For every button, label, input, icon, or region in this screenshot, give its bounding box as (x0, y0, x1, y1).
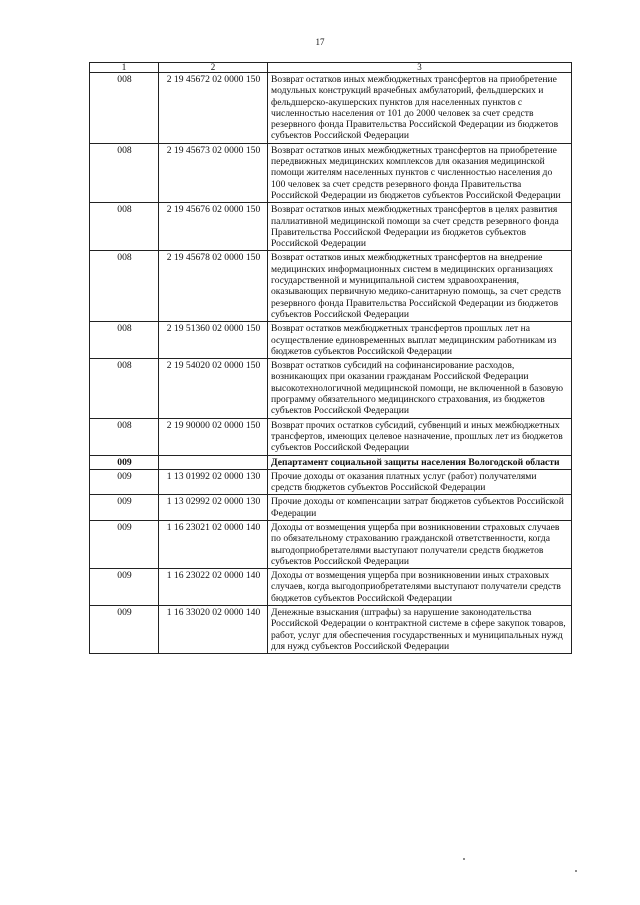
revenue-code-cell: 2 19 45678 02 0000 150 (159, 251, 268, 322)
revenue-code-cell: 2 19 45672 02 0000 150 (159, 73, 268, 144)
description-cell: Денежные взыскания (штрафы) за нарушение законодательства Российской Федерации о контрактной системе в сфере закупок товаров, работ, услуг для обеспечения государственных и муниципальных нужд для нужд субъектов Российской Федерации (268, 606, 572, 654)
table-row (90, 203, 572, 251)
description-cell: Прочие доходы от компенсации затрат бюджетов субъектов Российской Федерации (268, 495, 572, 521)
description-cell: Доходы от возмещения ущерба при возникновении иных страховых случаев, когда выгодоприобретателями выступают получатели средств бюджетов субъектов Российской Федерации (268, 569, 572, 606)
scan-speck (575, 870, 577, 872)
revenue-code-cell: 2 19 45673 02 0000 150 (159, 143, 268, 202)
admin-code-cell: 009 (90, 455, 159, 469)
admin-code-cell: 008 (90, 143, 159, 202)
revenue-code-cell: 1 13 01992 02 0000 130 (159, 469, 268, 495)
table-row (90, 495, 572, 521)
admin-code-cell: 008 (90, 73, 159, 144)
table-row (90, 520, 572, 568)
revenue-code-cell: 2 19 90000 02 0000 150 (159, 418, 268, 455)
table-row (90, 418, 572, 455)
description-cell: Возврат остатков иных межбюджетных трансфертов в целях развития паллиативной медицинской помощи за счет средств резервного фонда Правительства Российской Федерации из бюджетов субъектов Российской Федерации (268, 203, 572, 251)
revenue-code-cell: 2 19 51360 02 0000 150 (159, 322, 268, 359)
description-cell: Прочие доходы от оказания платных услуг (работ) получателями средств бюджетов субъектов Российской Федерации (268, 469, 572, 495)
description-cell: Департамент социальной защиты населения Вологодской области (268, 455, 572, 469)
revenue-code-cell: 1 16 23022 02 0000 140 (159, 569, 268, 606)
revenue-code-cell: 2 19 54020 02 0000 150 (159, 359, 268, 418)
admin-code-cell: 008 (90, 359, 159, 418)
admin-code-cell: 008 (90, 418, 159, 455)
header-col-2: 2 (159, 63, 268, 73)
admin-code-cell: 009 (90, 469, 159, 495)
revenue-code-cell: 2 19 45676 02 0000 150 (159, 203, 268, 251)
admin-code-cell: 009 (90, 569, 159, 606)
revenue-codes-table (89, 62, 572, 654)
table-row (90, 322, 572, 359)
revenue-code-cell: 1 13 02992 02 0000 130 (159, 495, 268, 521)
description-cell: Доходы от возмещения ущерба при возникновении страховых случаев по обязательному страхованию гражданской ответственности, когда выгодоприобретателями выступают получатели средств бюджетов субъектов Российской Федерации (268, 520, 572, 568)
admin-code-cell: 008 (90, 251, 159, 322)
description-cell: Возврат остатков иных межбюджетных трансфертов на приобретение передвижных медицинских комплексов для оказания медицинской помощи жителям населенных пунктов с численностью населения до 100 человек за счет средств резервного фонда Правительства Российской Федерации из бюджетов субъектов Российской Федерации (268, 143, 572, 202)
revenue-code-cell (159, 455, 268, 469)
table-row (90, 469, 572, 495)
description-cell: Возврат остатков межбюджетных трансфертов прошлых лет на осуществление единовременных выплат медицинским работникам из бюджетов субъектов Российской Федерации (268, 322, 572, 359)
table-row (90, 73, 572, 144)
revenue-code-cell: 1 16 33020 02 0000 140 (159, 606, 268, 654)
scan-speck (463, 858, 465, 860)
admin-code-cell: 009 (90, 495, 159, 521)
table-row (90, 359, 572, 418)
header-col-1: 1 (90, 63, 159, 73)
table-row (90, 143, 572, 202)
description-cell: Возврат прочих остатков субсидий, субвенций и иных межбюджетных трансфертов, имеющих целевое назначение, прошлых лет из бюджетов субъектов Российской Федерации (268, 418, 572, 455)
table-header-row (90, 63, 572, 73)
page-number: 17 (315, 37, 325, 47)
table-row (90, 455, 572, 469)
admin-code-cell: 008 (90, 203, 159, 251)
admin-code-cell: 009 (90, 606, 159, 654)
admin-code-cell: 008 (90, 322, 159, 359)
admin-code-cell: 009 (90, 520, 159, 568)
description-cell: Возврат остатков иных межбюджетных трансфертов на внедрение медицинских информационных систем в медицинских организациях государственной и муниципальной систем здравоохранения, оказывающих первичную медико-санитарную помощь, за счет средств резервного фонда Правительства Российской Федерации из бюджетов субъектов Российской Федерации (268, 251, 572, 322)
table-row (90, 251, 572, 322)
revenue-code-cell: 1 16 23021 02 0000 140 (159, 520, 268, 568)
table-row (90, 569, 572, 606)
header-col-3: 3 (268, 63, 572, 73)
description-cell: Возврат остатков иных межбюджетных трансфертов на приобретение модульных конструкций врачебных амбулаторий, фельдшерских и фельдшерско-акушерских пунктов для населенных пунктов с численностью населения от 101 до 2000 человек за счет средств резервного фонда Правительства Российской Федерации из бюджетов субъектов Российской Федерации (268, 73, 572, 144)
table-row (90, 606, 572, 654)
description-cell: Возврат остатков субсидий на софинансирование расходов, возникающих при оказании гражданам Российской Федерации высокотехнологичной медицинской помощи, не включенной в базовую программу обязательного медицинского страхования, из бюджетов субъектов Российской Федерации (268, 359, 572, 418)
